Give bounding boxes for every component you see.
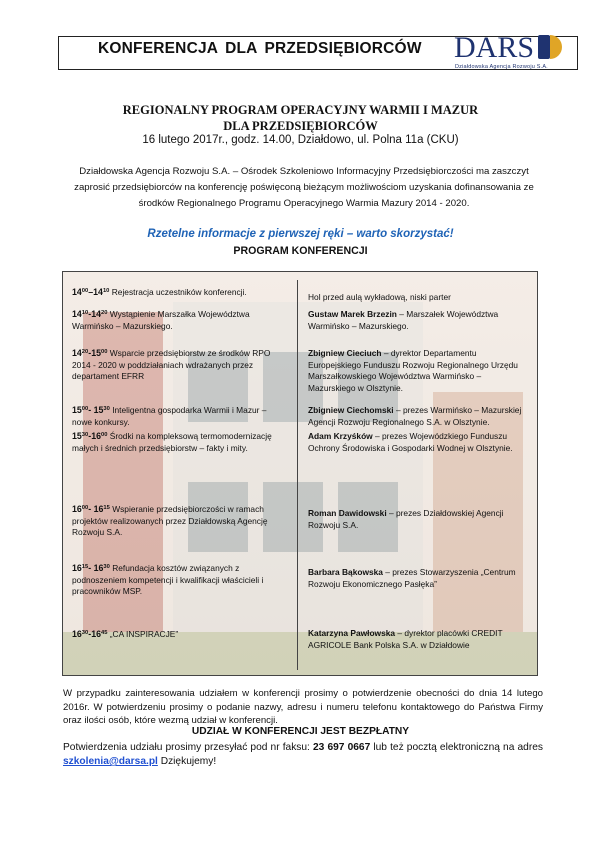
contact-suffix: Dziękujemy!	[160, 756, 217, 767]
logo-mark-arc	[550, 35, 562, 59]
time-hour: 16	[72, 563, 82, 573]
event-subtitle: 16 lutego 2017r., godz. 14.00, Działdowo, ul. Polna 11a (CKU)	[142, 134, 459, 146]
time-minute: 00	[100, 349, 108, 355]
intro-paragraph: Działdowska Agencja Rozwoju S.A. – Ośrodek Szkoleniowo Informacyjny Przedsiębiorczości ma zaszczyt zaprosić przedsiębiorców na konferencję poświęconą bieżącym możliwościom uzyskania dofinansowania ze środków Regionalnego Programu Operacyjnego Warmia Mazury 2014 - 2020.	[74, 166, 534, 209]
speaker-name: Katarzyna Pawłowska	[308, 628, 396, 638]
program-item-text: Rejestracja uczestników konferencji.	[109, 287, 247, 297]
time-separator: -	[88, 629, 92, 639]
speaker-description: Hol przed aulą wykładową, niski parter	[308, 292, 451, 302]
logo-mark-block	[538, 35, 550, 59]
logo-subtitle: Działdowska Agencja Rozwoju S.A.	[455, 64, 548, 70]
speaker-description: – prezes Działdowskiej Agencji Rozwoju S.A.	[308, 508, 504, 530]
speaker-name: Adam Krzyśków	[308, 431, 373, 441]
speaker-description: – dyrektor Departamentu Europejskiego Funduszu Rozwoju Regionalnego Urzędu Marszałkowskiego Województwa Warmińsko – Mazurskiego w Olsztynie.	[308, 348, 518, 393]
fax-number: 23 697 0667	[313, 742, 371, 753]
program-item	[72, 404, 287, 428]
time-separator: -	[88, 431, 92, 441]
program-item	[72, 347, 287, 383]
program-time	[72, 629, 107, 639]
time-minute: 30	[103, 406, 110, 412]
time-minute: 00	[81, 406, 89, 412]
contact-paragraph	[63, 741, 543, 769]
speaker-name: Barbara Bąkowska	[308, 567, 383, 577]
time-minute: 00	[100, 432, 108, 438]
speaker-description: – prezes Warmińsko – Mazurskiej Agencji Rozwoju Regionalnego S.A. w Olsztynie.	[308, 405, 522, 427]
contact-prefix: Potwierdzenia udziału prosimy przesyłać pod nr faksu:	[63, 742, 310, 753]
speaker-description: – prezes Stowarzyszenia „Centrum Rozwoju Ekonomicznego Pasłęka”	[308, 567, 516, 589]
speaker-description: – Marszałek Województwa Warmińsko – Mazurskiego.	[308, 309, 499, 331]
time-hour: 14	[72, 309, 82, 319]
program-title: PROGRAM KONFERENCJI	[233, 245, 368, 257]
column-separator	[297, 280, 298, 670]
time-hour: 15	[91, 348, 101, 358]
program-time	[72, 563, 110, 573]
contact-middle: lub też pocztą elektroniczną na adres	[373, 742, 543, 753]
time-hour: 16	[91, 629, 101, 639]
speaker-entry	[308, 508, 528, 531]
time-hour: 14	[93, 287, 103, 297]
time-hour: 15	[72, 431, 82, 441]
speaker-description: – dyrektor placówki CREDIT AGRICOLE Bank Polska S.A. w Działdowie	[308, 628, 503, 650]
program-time	[72, 348, 107, 358]
speaker-entry	[308, 405, 528, 428]
program-item-text: Refundacja kosztów związanych z podnoszeniem kompetencji i kwalifikacji właścicieli i pracowników MSP.	[72, 563, 264, 596]
time-hour: 16	[93, 504, 104, 514]
time-minute: 45	[100, 630, 108, 636]
time-minute: 30	[81, 630, 89, 636]
free-participation-notice: UDZIAŁ W KONFERENCJI JEST BEZPŁATNY	[191, 726, 410, 737]
program-item-text: Środki na kompleksową termomodernizację małych i średnich przedsiębiorstw – fakty i mity.	[72, 431, 272, 453]
program-time	[72, 309, 107, 319]
building-background-image	[63, 272, 538, 676]
time-separator: -	[88, 309, 92, 319]
time-hour: 15	[93, 405, 104, 415]
time-hour: 16	[91, 431, 101, 441]
time-hour: 14	[91, 309, 101, 319]
speaker-name: Zbigniew Cieciuch	[308, 348, 382, 358]
program-item-text: Wsparcie przedsiębiorstw ze środków RPO 2014 - 2020 w poddziałaniach wdrażanych przez departament EFRR	[72, 348, 271, 381]
program-item	[72, 430, 287, 454]
program-time	[72, 431, 107, 441]
email-link[interactable]: szkolenia@darsa.pl	[63, 756, 158, 767]
time-minute: 30	[81, 432, 89, 438]
program-item-text: „CA INSPIRACJE”	[107, 629, 179, 639]
program-item	[72, 628, 287, 641]
speaker-entry	[308, 348, 528, 394]
speaker-entry	[308, 292, 528, 304]
time-minute: 00	[81, 288, 89, 294]
page-title: KONFERENCJA DLA PRZEDSIĘBIORCÓW	[98, 40, 422, 57]
speaker-entry	[308, 309, 528, 332]
time-hour: 14	[72, 287, 82, 297]
time-hour: 15	[72, 405, 82, 415]
speaker-name: Gustaw Marek Brzezin	[308, 309, 397, 319]
time-minute: 15	[103, 505, 110, 511]
time-minute: 00	[81, 505, 89, 511]
event-title-line2: DLA PRZEDSIĘBIORCÓW	[223, 119, 378, 133]
program-item-text: Wspieranie przedsiębiorczości w ramach projektów realizowanych przez Działdowską Agencję Rozwoju S.A.	[72, 504, 268, 537]
program-item	[72, 308, 287, 332]
program-table	[62, 271, 538, 676]
time-minute: 15	[81, 564, 89, 570]
speaker-entry	[308, 431, 528, 454]
time-hour: 16	[72, 504, 82, 514]
time-hour: 16	[72, 629, 82, 639]
time-separator: -	[88, 405, 94, 415]
time-separator: –	[88, 287, 94, 297]
time-minute: 30	[103, 564, 110, 570]
program-time	[72, 405, 110, 415]
time-separator: -	[88, 563, 94, 573]
time-separator: -	[88, 504, 94, 514]
logo-text: DARS	[454, 31, 535, 64]
time-minute: 20	[100, 310, 108, 316]
program-item	[72, 503, 287, 539]
time-minute: 10	[81, 310, 89, 316]
time-minute: 20	[81, 349, 89, 355]
program-item	[72, 562, 287, 598]
program-item-text: Wystąpienie Marszałka Województwa Warmińsko – Mazurskiego.	[72, 309, 250, 331]
speaker-name: Zbigniew Ciechomski	[308, 405, 394, 415]
speaker-name: Roman Dawidowski	[308, 508, 387, 518]
time-hour: 16	[93, 563, 104, 573]
time-hour: 14	[72, 348, 82, 358]
event-title-line1: REGIONALNY PROGRAM OPERACYJNY WARMII I MAZUR	[122, 103, 479, 117]
confirmation-paragraph: W przypadku zainteresowania udziałem w konferencji prosimy o potwierdzenie obecności do dnia 14 lutego 2016r. W potwierdzeniu prosimy o podanie nazwy, adresu i numeru telefonu kontaktowego do Państwa Firmy oraz ilości osób, które wezmą udział w konferencji.	[63, 688, 543, 726]
speaker-entry	[308, 567, 528, 590]
time-separator: -	[88, 348, 92, 358]
program-item-text: Inteligentna gospodarka Warmii i Mazur – nowe konkursy.	[72, 405, 267, 427]
speaker-entry	[308, 628, 528, 651]
slogan: Rzetelne informacje z pierwszej ręki – warto skorzystać!	[147, 228, 454, 240]
program-time	[72, 504, 110, 514]
speaker-description: – prezes Wojewódzkiego Funduszu Ochrony Środowiska i Gospodarki Wodnej w Olsztynie.	[308, 431, 513, 453]
time-minute: 10	[102, 288, 110, 294]
program-time	[72, 287, 109, 297]
program-item	[72, 286, 287, 299]
